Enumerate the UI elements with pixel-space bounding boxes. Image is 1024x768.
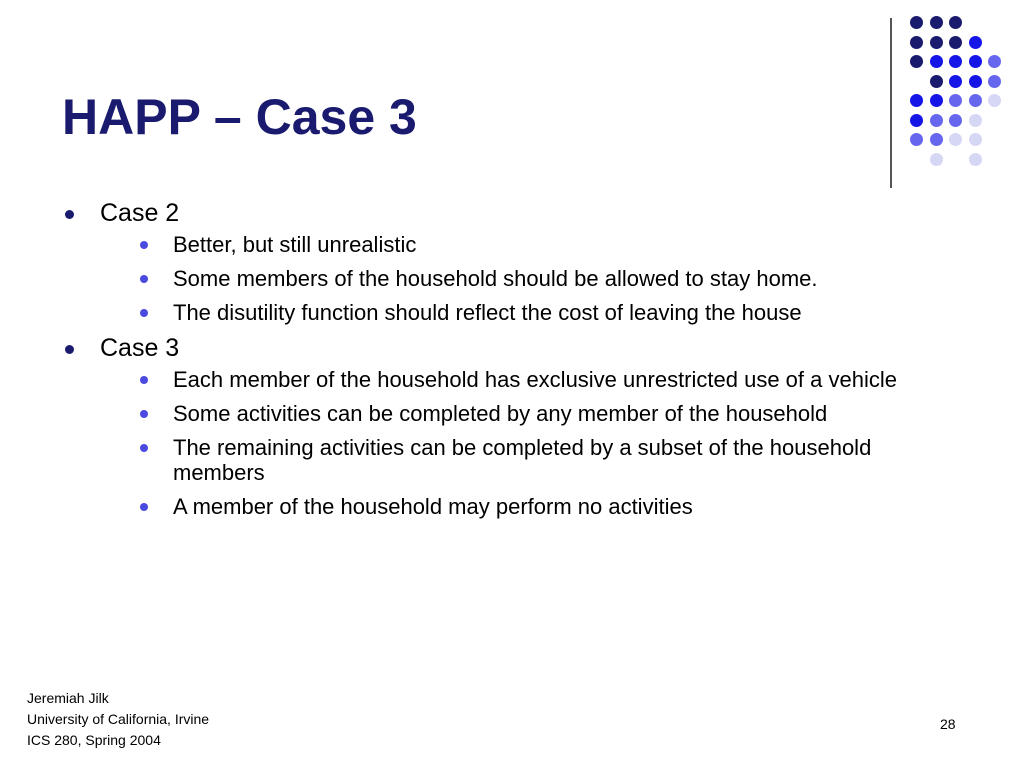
decorative-dot — [949, 36, 962, 49]
decorative-dot — [930, 55, 943, 68]
decorative-dot — [969, 133, 982, 146]
decorative-dot — [910, 36, 923, 49]
sub-bullet-text: The remaining activities can be completed by a subset of the household members — [173, 435, 872, 485]
decorative-dot — [969, 94, 982, 107]
footer-course: ICS 280, Spring 2004 — [27, 732, 161, 748]
decorative-dot-grid — [904, 12, 1014, 172]
slide-title: HAPP – Case 3 — [62, 89, 417, 145]
sub-bullet-icon — [140, 444, 148, 452]
sub-bullet-icon — [140, 241, 148, 249]
decorative-dot — [949, 75, 962, 88]
decorative-dot — [988, 94, 1001, 107]
sub-bullet-text: The disutility function should reflect the cost of leaving the house — [173, 300, 802, 325]
bullet-icon — [65, 210, 74, 219]
decorative-dot — [930, 114, 943, 127]
sub-bullet-icon — [140, 410, 148, 418]
decorative-dot — [910, 114, 923, 127]
page-number: 28 — [940, 716, 956, 732]
decorative-dot — [969, 75, 982, 88]
sub-bullet-text: Some members of the household should be allowed to stay home. — [173, 266, 818, 291]
decorative-dot — [930, 75, 943, 88]
decorative-dot — [930, 133, 943, 146]
decorative-dot — [949, 94, 962, 107]
decorative-dot — [988, 55, 1001, 68]
decorative-dot — [910, 55, 923, 68]
sub-bullet-item — [136, 435, 903, 485]
sub-bullet-icon — [140, 275, 148, 283]
sub-bullet-item — [136, 232, 903, 257]
sub-bullet-item — [136, 266, 903, 291]
bullet-text: Case 3 — [100, 334, 180, 362]
divider-line — [890, 18, 892, 188]
decorative-dot — [930, 16, 943, 29]
decorative-dot — [988, 75, 1001, 88]
sub-bullet-item — [136, 494, 903, 519]
decorative-dot — [930, 94, 943, 107]
decorative-dot — [930, 36, 943, 49]
bullet-icon — [65, 345, 74, 354]
decorative-dot — [969, 153, 982, 166]
bullet-text: Case 2 — [100, 199, 180, 227]
decorative-dot — [969, 55, 982, 68]
decorative-dot — [949, 133, 962, 146]
sub-bullet-text: Some activities can be completed by any member of the household — [173, 401, 828, 426]
decorative-dot — [969, 36, 982, 49]
sub-bullet-item — [136, 401, 903, 426]
footer-info — [27, 688, 209, 751]
decorative-dot — [910, 94, 923, 107]
decorative-dot — [930, 153, 943, 166]
footer-institution: University of California, Irvine — [27, 711, 210, 727]
decorative-dot — [949, 114, 962, 127]
sub-bullet-text: Each member of the household has exclusive unrestricted use of a vehicle — [173, 367, 897, 392]
sub-bullet-icon — [140, 503, 148, 511]
sub-bullet-item — [136, 300, 903, 325]
decorative-dot — [969, 114, 982, 127]
bullet-item — [62, 334, 902, 363]
footer-author: Jeremiah Jilk — [27, 690, 109, 706]
sub-bullet-icon — [140, 376, 148, 384]
bullet-list — [62, 196, 902, 528]
sub-bullet-text: A member of the household may perform no activities — [173, 494, 693, 519]
sub-bullet-item — [136, 367, 903, 392]
decorative-dot — [949, 55, 962, 68]
sub-bullet-icon — [140, 309, 148, 317]
decorative-dot — [910, 16, 923, 29]
decorative-dot — [910, 133, 923, 146]
bullet-item — [62, 199, 902, 228]
decorative-dot — [949, 16, 962, 29]
sub-bullet-text: Better, but still unrealistic — [173, 232, 417, 257]
